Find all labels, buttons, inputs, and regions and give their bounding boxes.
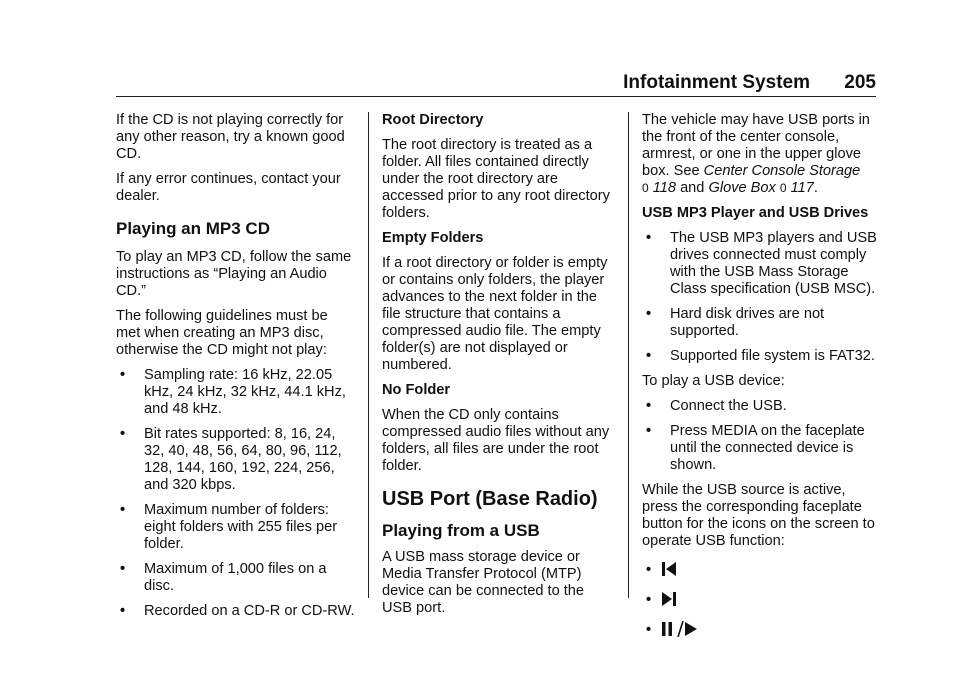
guidelines-list	[116, 367, 356, 620]
paragraph: The following guidelines must be met when creating an MP3 disc, otherwise the CD might not play:	[116, 308, 328, 358]
subheading-empty: Empty Folders	[382, 230, 484, 246]
section-title: Infotainment System	[623, 72, 810, 93]
list-item: • Connect the USB.	[646, 398, 787, 414]
list-item: • Press MEDIA on the faceplate until the connected device is shown.	[646, 423, 865, 473]
subheading-usb-players: USB MP3 Player and USB Drives	[642, 205, 869, 221]
bullet: •	[646, 230, 652, 246]
play-steps-list	[642, 398, 880, 474]
page-header	[116, 72, 876, 97]
heading-playing-usb: Playing from a USB	[382, 521, 540, 540]
bullet: •	[646, 622, 652, 638]
bullet: •	[646, 562, 652, 578]
bullet: •	[120, 367, 126, 383]
list-item	[642, 588, 880, 610]
list-item: • Bit rates supported: 8, 16, 24, 32, 40, 48, 56, 64, 80, 96, 112, 128, 144, 160, 192, 224, 256, and 320 kbps.	[120, 426, 342, 493]
paragraph: If any error continues, contact your dealer.	[116, 171, 341, 204]
list-item: • Maximum number of folders: eight folders with 255 files per folder.	[120, 502, 338, 552]
list-item	[642, 618, 880, 640]
reference-link[interactable]: Center Console Storage	[703, 163, 861, 179]
reference-link[interactable]: Glove Box	[708, 180, 776, 196]
paragraph: The vehicle may have USB ports in the front of the center console, armrest, or one in the upper glove box. See Center Console Storage 0 118 and Glove Box 0 117.	[642, 112, 870, 196]
page-ref-icon: 0	[642, 181, 649, 195]
column-divider	[368, 112, 369, 598]
paragraph: The root directory is treated as a folder. All files contained directly under the root directory are accessed prior to any root directory folders.	[382, 137, 610, 221]
list-item: • Maximum of 1,000 files on a disc.	[120, 561, 327, 594]
bullet: •	[120, 561, 126, 577]
paragraph: A USB mass storage device or Media Transfer Protocol (MTP) device can be connected to the USB port.	[382, 549, 585, 616]
subheading-root: Root Directory	[382, 112, 484, 128]
list-item	[642, 558, 880, 580]
bullet: •	[646, 592, 652, 608]
subheading-nofolder: No Folder	[382, 382, 451, 398]
list-item: • The USB MP3 players and USB drives connected must comply with the USB Mass Storage Class specification (USB MSC).	[646, 230, 877, 297]
column-3	[642, 112, 880, 648]
usb-requirements-list	[642, 230, 880, 365]
list-item: • Supported file system is FAT32.	[646, 348, 875, 364]
column-divider	[628, 112, 629, 598]
list-item: • Recorded on a CD-R or CD-RW.	[120, 603, 355, 619]
play-pause-icon	[660, 620, 700, 638]
bullet: •	[646, 348, 652, 364]
next-track-icon	[660, 590, 678, 608]
bullet: •	[646, 306, 652, 322]
bullet: •	[120, 502, 126, 518]
heading-mp3: Playing an MP3 CD	[116, 219, 270, 238]
page-ref[interactable]: 118	[652, 180, 677, 196]
bullet: •	[646, 423, 652, 439]
paragraph: While the USB source is active, press the corresponding faceplate button for the icons on the screen to operate USB function:	[642, 482, 875, 549]
usb-function-icons	[642, 558, 880, 640]
previous-track-icon	[660, 560, 678, 578]
page-ref-icon: 0	[779, 181, 787, 195]
bullet: •	[646, 398, 652, 414]
heading-usb-port: USB Port (Base Radio)	[382, 488, 598, 510]
paragraph: When the CD only contains compressed audio files without any folders, all files are under the root folder.	[382, 407, 610, 474]
paragraph: If a root directory or folder is empty or contains only folders, the player advances to the next folder in the file structure that contains a compressed audio file. The empty folder(s) are not displayed or numbered.	[382, 255, 608, 373]
list-item: • Hard disk drives are not supported.	[646, 306, 825, 339]
column-1	[116, 112, 356, 628]
list-item: • Sampling rate: 16 kHz, 22.05 kHz, 24 kHz, 32 kHz, 44.1 kHz, and 48 kHz.	[120, 367, 346, 417]
bullet: •	[120, 426, 126, 442]
page-ref[interactable]: 117	[790, 180, 814, 196]
column-2	[382, 112, 610, 625]
bullet: •	[120, 603, 126, 619]
paragraph: To play an MP3 CD, follow the same instructions as “Playing an Audio CD.”	[116, 249, 352, 299]
paragraph: To play a USB device:	[642, 373, 785, 389]
page-number: 205	[844, 72, 876, 93]
paragraph: If the CD is not playing correctly for any other reason, try a known good CD.	[116, 112, 345, 162]
